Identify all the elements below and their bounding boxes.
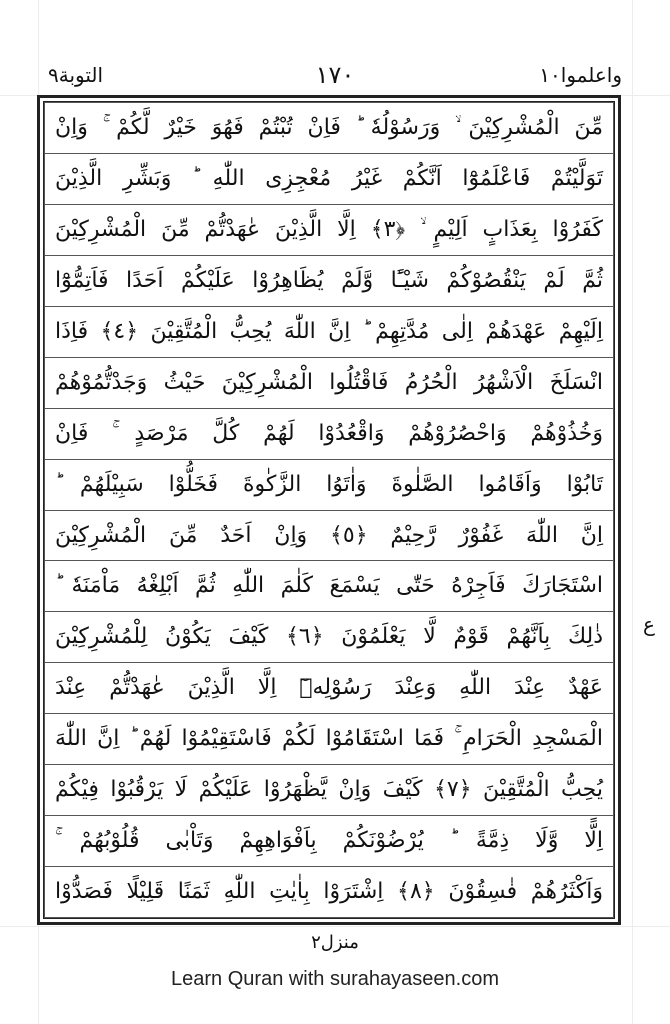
quran-text-block bbox=[44, 102, 614, 918]
text-line-16: وَاَكْثَرُهُمْ فٰسِقُوْنَ ﴿٨﴾ اِشْتَرَوْا بِاٰيٰتِ اللّٰهِ ثَمَنًا قَلِيْلًا فَصَدُّوْا bbox=[55, 879, 604, 905]
manzil-label: منزل٢ bbox=[311, 932, 359, 953]
juz-name: واعلموا١٠ bbox=[539, 63, 622, 87]
text-line-10: اسْتَجَارَكَ فَاَجِرْهُ حَتّٰى يَسْمَعَ كَلٰمَ اللّٰهِ ثُمَّ اَبْلِغْهُ مَاْمَنَهٗ ؕ bbox=[45, 561, 613, 612]
text-line-2: تَوَلَّيْتُمْ فَاعْلَمُوْٓا اَنَّكُمْ غَيْرُ مُعْجِزِى اللّٰهِ ؕ وَبَشِّرِ الَّذِيْنَ bbox=[45, 154, 613, 205]
text-line-6: انْسَلَخَ الْاَشْهُرُ الْحُرُمُ فَاقْتُلُوا الْمُشْرِكِيْنَ حَيْثُ وَجَدْتُّمُوْهُمْ bbox=[45, 358, 613, 409]
page-guide-right bbox=[632, 0, 633, 1024]
page-number: ١٧٠ bbox=[315, 61, 355, 89]
text-line-8: تَابُوْا وَاَقَامُوا الصَّلٰوةَ وَاٰتَوُا الزَّكٰوةَ فَخَلُّوْا سَبِيْلَهُمْ ؕ bbox=[45, 460, 613, 511]
ruku-margin-mark: ع bbox=[643, 612, 655, 636]
text-line-14: يُحِبُّ الْمُتَّقِيْنَ ﴿٧﴾ كَيْفَ وَاِنْ يَّظْهَرُوْا عَلَيْكُمْ لَا يَرْقُبُوْا فِيْكُمْ bbox=[45, 765, 613, 816]
text-line-7: وَخُذُوْهُمْ وَاحْصُرُوْهُمْ وَاقْعُدُوْا لَهُمْ كُلَّ مَرْصَدٍ ۚ فَاِنْ bbox=[45, 409, 613, 460]
text-line-12: عَهْدٌ عِنْدَ اللّٰهِ وَعِنْدَ رَسُوْلِهٖٓ اِلَّا الَّذِيْنَ عٰهَدْتُّمْ عِنْدَ bbox=[45, 663, 613, 714]
footer-text: Learn Quran with surahayaseen.com bbox=[171, 968, 499, 990]
text-line-3: كَفَرُوْا بِعَذَابٍ اَلِيْمٍ ۙ ﴿٣﴾ اِلَّا الَّذِيْنَ عٰهَدْتُّمْ مِّنَ الْمُشْرِكِيْنَ bbox=[45, 205, 613, 256]
text-line-1: مِّنَ الْمُشْرِكِيْنَ ۙ وَرَسُوْلُهٗ ؕ فَاِنْ تُبْتُمْ فَهُوَ خَيْرٌ لَّكُمْ ۚ وَاِنْ bbox=[45, 103, 613, 154]
text-line-9: اِنَّ اللّٰهَ غَفُوْرٌ رَّحِيْمٌ ﴿٥﴾ وَاِنْ اَحَدٌ مِّنَ الْمُشْرِكِيْنَ bbox=[45, 511, 613, 562]
text-line-13: الْمَسْجِدِ الْحَرَامِ ۚ فَمَا اسْتَقَامُوْا لَكُمْ فَاسْتَقِيْمُوْا لَهُمْ ؕ اِنَّ اللّٰهَ bbox=[45, 714, 613, 765]
text-line-5: اِلَيْهِمْ عَهْدَهُمْ اِلٰى مُدَّتِهِمْ ؕ اِنَّ اللّٰهَ يُحِبُّ الْمُتَّقِيْنَ ﴿٤﴾ فَاِذَا bbox=[45, 307, 613, 358]
text-line-4: ثُمَّ لَمْ يَنْقُصُوْكُمْ شَيْـًٔا وَّلَمْ يُظَاهِرُوْا عَلَيْكُمْ اَحَدًا فَاَتِمُّوْٓا bbox=[45, 256, 613, 307]
text-line-15: اِلًّا وَّلَا ذِمَّةً ؕ يُرْضُوْنَكُمْ بِاَفْوَاهِهِمْ وَتَاْبٰى قُلُوْبُهُمْ ۚ bbox=[45, 816, 613, 867]
surah-name: التوبة٩ bbox=[48, 63, 104, 87]
text-line-11: ذٰلِكَ بِاَنَّهُمْ قَوْمٌ لَّا يَعْلَمُوْنَ ﴿٦﴾ كَيْفَ يَكُوْنُ لِلْمُشْرِكِيْنَ bbox=[45, 612, 613, 663]
page-guide-bottom bbox=[0, 926, 670, 927]
